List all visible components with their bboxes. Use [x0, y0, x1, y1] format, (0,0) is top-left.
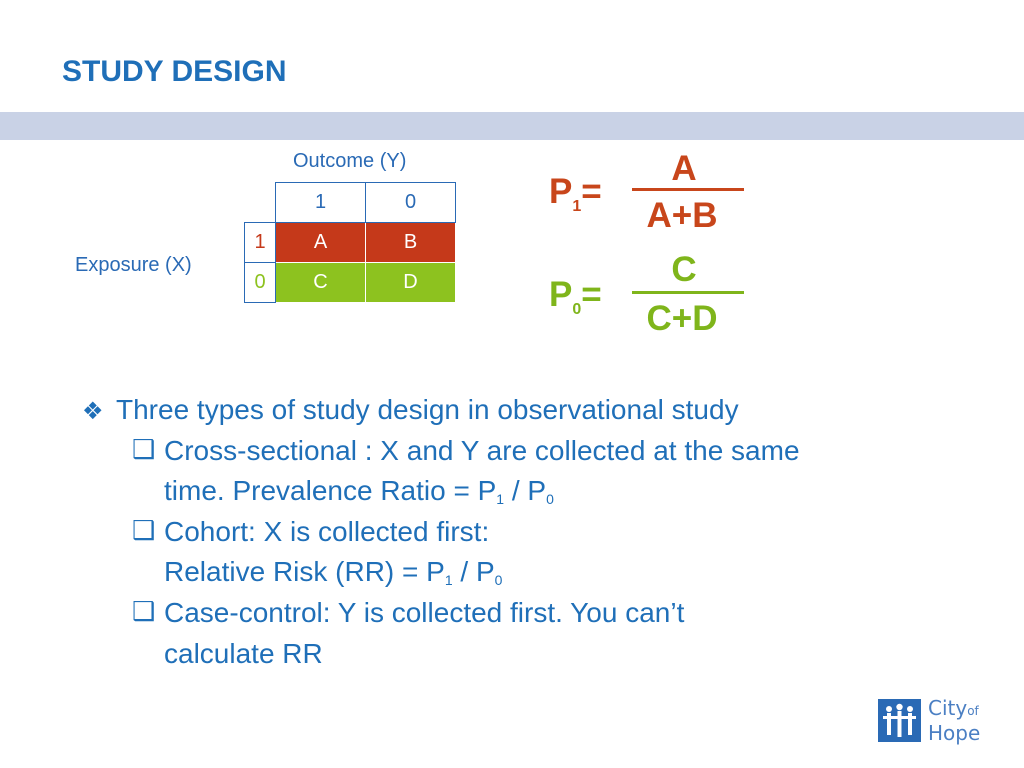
formula-p0-numerator: C	[671, 250, 697, 289]
item-line2	[164, 471, 962, 512]
table-corner	[245, 183, 276, 223]
outcome-label: Outcome (Y)	[293, 150, 407, 172]
cell-b: B	[366, 223, 456, 263]
formula-p0-fraction-bar	[632, 291, 744, 294]
formula-p1-lhs	[549, 172, 602, 216]
col-header-1: 1	[276, 183, 366, 223]
formula-p0-denominator: C+D	[646, 299, 718, 338]
main-bullet	[82, 390, 962, 431]
item-line2: calculate RR	[164, 637, 323, 669]
subscript: 0	[494, 572, 503, 589]
item-line2-text: time. Prevalence Ratio = P	[164, 475, 497, 507]
formula-p1-equals: =	[581, 172, 602, 211]
bullet-list	[82, 390, 962, 674]
row-header-1: 1	[245, 223, 276, 263]
logo-city: City	[928, 696, 968, 720]
formula-p0-subscript: 0	[572, 301, 582, 318]
slide-title: STUDY DESIGN	[62, 55, 287, 88]
subscript: 1	[496, 491, 505, 508]
cell-c: C	[276, 263, 366, 303]
list-item	[132, 431, 962, 512]
table-row	[245, 263, 456, 303]
formula-p1-numerator: A	[671, 149, 697, 188]
item-line2-text: Relative Risk (RR) = P	[164, 556, 445, 588]
item-line1: Case-control: Y is collected first. You can’t	[164, 596, 685, 628]
list-item	[132, 512, 962, 593]
checkbox-bullet-icon: ❑	[132, 433, 156, 464]
item-line1: Cross-sectional : X and Y are collected at the same	[164, 434, 800, 466]
formula-p1-fraction-bar	[632, 188, 744, 191]
item-line2	[164, 552, 962, 593]
formula-p1-denominator: A+B	[646, 196, 718, 235]
exposure-label: Exposure (X)	[75, 254, 192, 276]
item-line2-mid: / P	[504, 475, 547, 507]
formula-p0-lhs	[549, 275, 602, 319]
subscript: 0	[546, 491, 554, 508]
formula-p1-symbol: P	[549, 172, 573, 211]
subscript: 1	[444, 572, 453, 589]
checkbox-bullet-icon: ❑	[132, 595, 156, 626]
logo-hope: Hope	[928, 721, 981, 745]
cell-a: A	[276, 223, 366, 263]
formula-p0-symbol: P	[549, 275, 573, 314]
formula-p0-equals: =	[581, 275, 602, 314]
col-header-0: 0	[366, 183, 456, 223]
formula-p1-subscript: 1	[572, 198, 582, 215]
contingency-table	[244, 182, 456, 303]
people-figures-icon	[878, 699, 921, 742]
city-of-hope-logo	[878, 697, 998, 747]
item-line2-mid: / P	[452, 556, 495, 588]
logo-of: of	[967, 704, 979, 718]
table-header-row	[245, 183, 456, 223]
header-band	[0, 112, 1024, 140]
diamond-bullet-icon: ❖	[82, 398, 104, 425]
item-line1: Cohort: X is collected first:	[164, 515, 490, 547]
list-item	[132, 593, 962, 674]
row-header-0: 0	[245, 263, 276, 303]
table-row	[245, 223, 456, 263]
logo-wordmark	[928, 697, 980, 744]
main-bullet-text: Three types of study design in observational study	[116, 394, 739, 425]
cell-d: D	[366, 263, 456, 303]
checkbox-bullet-icon: ❑	[132, 514, 156, 545]
